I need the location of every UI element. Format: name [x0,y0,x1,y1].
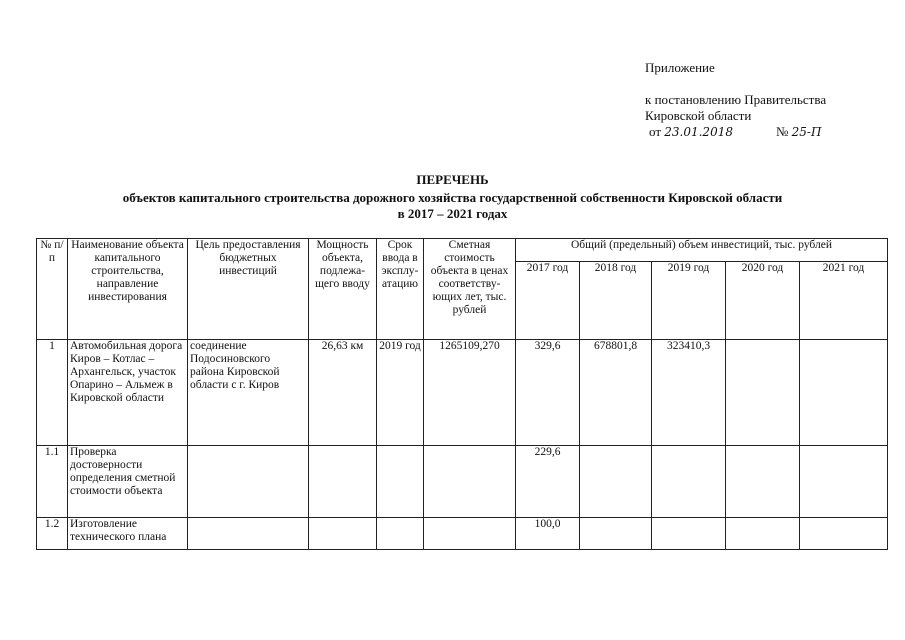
row-goal [188,446,309,518]
row-2020 [726,518,800,550]
row-goal [188,518,309,550]
row-num: 1 [37,340,68,446]
table-row [37,340,888,446]
row-2019: 323410,3 [652,340,726,446]
row-2017: 100,0 [516,518,580,550]
row-name: Автомобильная дорога Киров – Котлас – Архангельск, участок Опарино – Альмеж в Кировской области [68,340,188,446]
row-name: Изготовление технического плана [68,518,188,550]
row-2019 [652,518,726,550]
row-2018: 678801,8 [580,340,652,446]
number-value: 25-П [791,125,822,139]
objects-table [36,238,888,550]
row-2021 [800,446,888,518]
row-2018 [580,446,652,518]
col-header-2019: 2019 год [652,262,726,340]
appendix-label: Приложение [645,60,715,75]
col-header-term: Срок ввода в эксплу-атацию [377,239,424,340]
document-title: ПЕРЕЧЕНЬ [416,172,489,187]
row-2019 [652,446,726,518]
date-prefix: от [649,124,662,139]
row-cost [424,446,516,518]
row-term [377,446,424,518]
col-header-volume: Общий (предельный) объем инвестиций, тыс. рублей [516,239,888,262]
resolution-number [776,124,821,140]
row-term [377,518,424,550]
number-prefix: № [776,124,789,139]
date-value: 23.01.2018 [664,125,733,139]
row-capacity: 26,63 км [309,340,377,446]
row-term: 2019 год [377,340,424,446]
table-row [37,446,888,518]
row-2017: 229,6 [516,446,580,518]
col-header-2017: 2017 год [516,262,580,340]
col-header-name: Наименование объекта капитального строительства, направление инвестирования [68,239,188,340]
row-2020 [726,340,800,446]
col-header-2021: 2021 год [800,262,888,340]
row-2017: 329,6 [516,340,580,446]
resolution-date [649,124,733,140]
resolution-label: к постановлению Правительства [645,92,827,107]
col-header-capacity: Мощность объекта, подлежа-щего вводу [309,239,377,340]
document-subtitle: объектов капитального строительства дорожного хозяйства государственной собственности Кировской области [122,190,783,205]
row-cost [424,518,516,550]
col-header-num: № п/п [37,239,68,340]
table-row [37,518,888,550]
row-capacity [309,518,377,550]
row-num: 1.2 [37,518,68,550]
row-2018 [580,518,652,550]
region-label: Кировской области [645,108,752,123]
row-goal: соединение Подосиновского района Кировской области с г. Киров [188,340,309,446]
row-2021 [800,340,888,446]
row-2020 [726,446,800,518]
col-header-2018: 2018 год [580,262,652,340]
row-cost: 1265109,270 [424,340,516,446]
col-header-goal: Цель предоставления бюджетных инвестиций [188,239,309,340]
col-header-cost: Сметная стоимость объекта в ценах соответству-ющих лет, тыс. рублей [424,239,516,340]
table-header-row [37,239,888,262]
col-header-2020: 2020 год [726,262,800,340]
row-2021 [800,518,888,550]
row-capacity [309,446,377,518]
row-name: Проверка достоверности определения сметной стоимости объекта [68,446,188,518]
row-num: 1.1 [37,446,68,518]
document-period: в 2017 – 2021 годах [397,206,508,221]
